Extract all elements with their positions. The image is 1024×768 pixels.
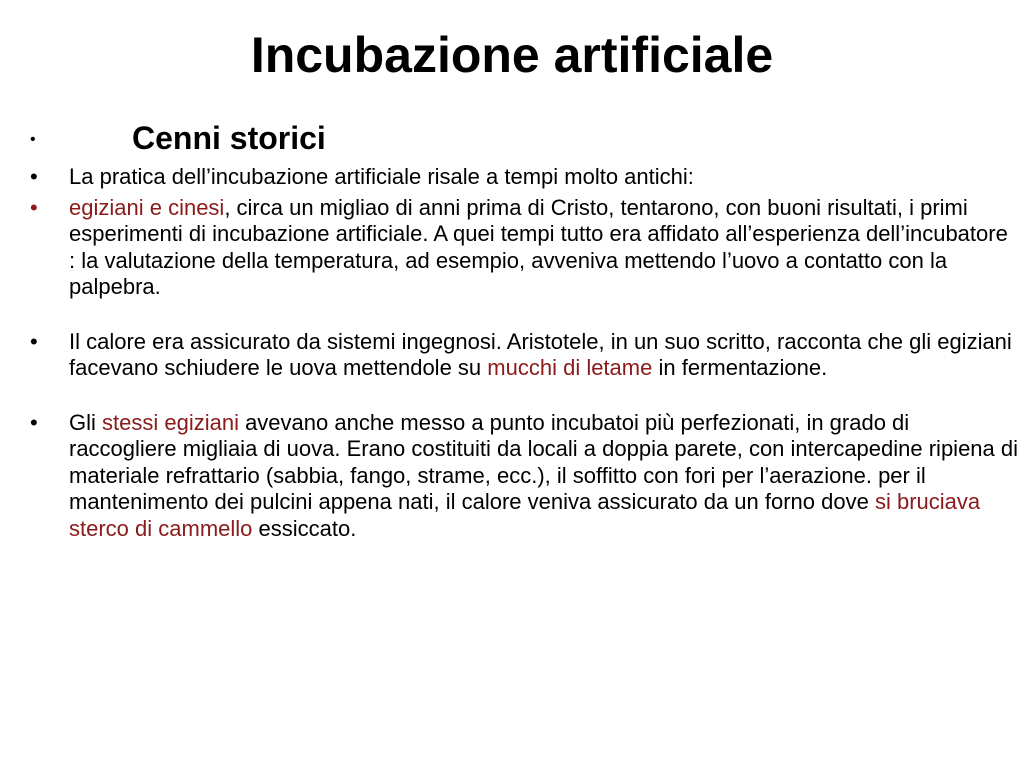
paragraph-text: avevano anche messo a punto incubatoi più perfezionati, in grado di raccogliere migliaia di uova. Erano costituiti da locali a doppia parete, con intercapedine ripiena di materiale refrattario (sabbia, fango, strame, ecc.), il soffitto con fori per l’aerazione. per il mantenimento dei pulcini appena nati, il calore veniva assicurato da un forno dove — [69, 409, 1019, 514]
bullet-dot-icon: • — [30, 164, 38, 189]
subtitle-text: Cenni storici — [132, 120, 326, 156]
bullet-dot-icon: • — [30, 409, 38, 435]
subtitle-item — [30, 118, 1020, 158]
paragraph-text: Gli — [69, 409, 102, 435]
bullet-dot-icon: • — [30, 194, 38, 220]
slide-title: Incubazione artificiale — [250, 27, 774, 83]
intro-item — [30, 164, 1020, 191]
highlight-text: mucchi di letame — [487, 355, 653, 380]
bullet-list — [30, 118, 1020, 542]
paragraph-text: in fermentazione. — [652, 355, 828, 380]
paragraph-incubatoi — [30, 410, 1020, 543]
highlight-text: egiziani e cinesi — [69, 194, 225, 220]
paragraph-text: Il calore era assicurato da sistemi ingegnosi. Aristotele, in un suo scritto, racconta che gli egiziani facevano schiudere le uova mettendole su — [69, 328, 1012, 380]
bullet-dot-icon: • — [30, 328, 38, 354]
highlight-text: si bruciava sterco di cammello — [69, 489, 981, 541]
highlight-text: stessi egiziani — [102, 409, 239, 435]
paragraph-text: essiccato. — [252, 515, 357, 541]
paragraph-text: , circa un migliao di anni prima di Cristo, tentarono, con buoni risultati, i primi esperimenti di incubazione artificiale. A quei tempi tutto era affidato all’esperienza dell’incubatore : la valutazione della temperatura, ad esempio, avveniva mettendo l’uovo a contatto con la palpebra. — [69, 194, 1008, 299]
paragraph-calore — [30, 329, 1020, 382]
intro-text: La pratica dell’incubazione artificiale risale a tempi molto antichi: — [69, 164, 694, 189]
bullet-dot-icon: • — [30, 131, 36, 148]
paragraph-egiziani-cinesi — [30, 195, 1020, 301]
